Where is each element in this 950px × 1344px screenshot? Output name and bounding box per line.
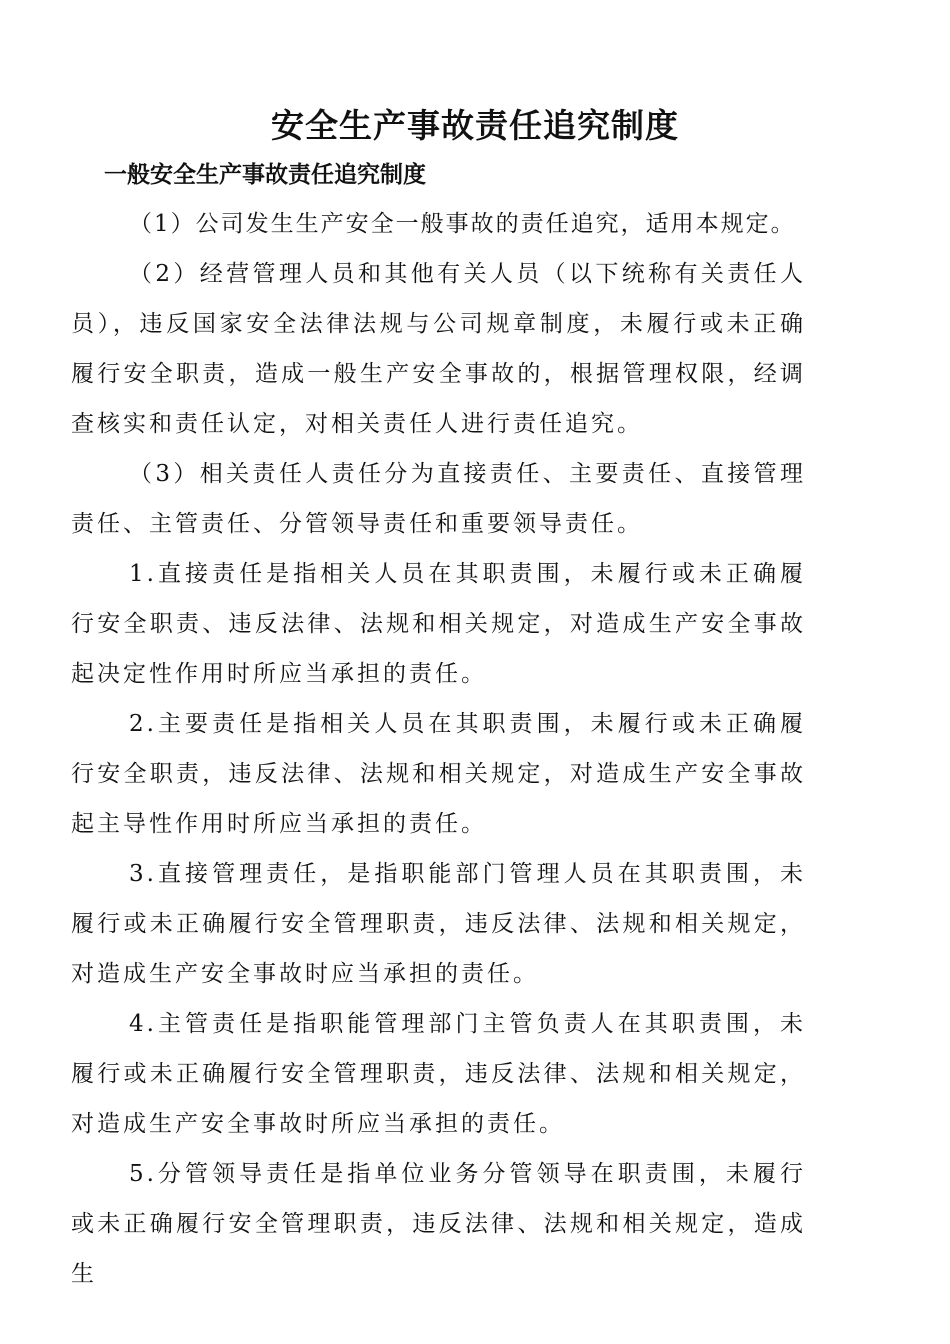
paragraph-direct-responsibility: 1.直接责任是指相关人员在其职责围，未履行或未正确履行安全职责、违反法律、法规和相关规定，对造成生产安全事故起决定性作用时所应当承担的责任。 [71, 561, 806, 687]
paragraph-direct-management-responsibility: 3.直接管理责任，是指职能部门管理人员在其职责围，未履行或未正确履行安全管理职责，违反法律、法规和相关规定，对造成生产安全事故时应当承担的责任。 [71, 861, 806, 987]
paragraph-2: （2）经营管理人员和其他有关人员（以下统称有关责任人员），违反国家安全法律法规与公司规章制度，未履行或未正确履行安全职责，造成一般生产安全事故的，根据管理权限，经调查核实和责任认定，对相关责任人进行责任追究。 [71, 261, 806, 437]
paragraph-main-responsibility: 2.主要责任是指相关人员在其职责围，未履行或未正确履行安全职责，违反法律、法规和相关规定，对造成生产安全事故起主导性作用时所应当承担的责任。 [71, 711, 806, 837]
document-body [71, 199, 806, 1299]
paragraph-3: （3）相关责任人责任分为直接责任、主要责任、直接管理责任、主管责任、分管领导责任和重要领导责任。 [71, 461, 806, 537]
section-heading: 一般安全生产事故责任追究制度 [104, 162, 426, 188]
paragraph-leader-responsibility: 5.分管领导责任是指单位业务分管领导在职责围，未履行或未正确履行安全管理职责，违反法律、法规和相关规定，造成生 [71, 1161, 806, 1287]
paragraph-supervisor-responsibility: 4.主管责任是指职能管理部门主管负责人在其职责围，未履行或未正确履行安全管理职责，违反法律、法规和相关规定，对造成生产安全事故时所应当承担的责任。 [71, 1011, 806, 1137]
paragraph-1: （1）公司发生生产安全一般事故的责任追究，适用本规定。 [129, 211, 796, 237]
document-title: 安全生产事故责任追究制度 [271, 106, 679, 145]
